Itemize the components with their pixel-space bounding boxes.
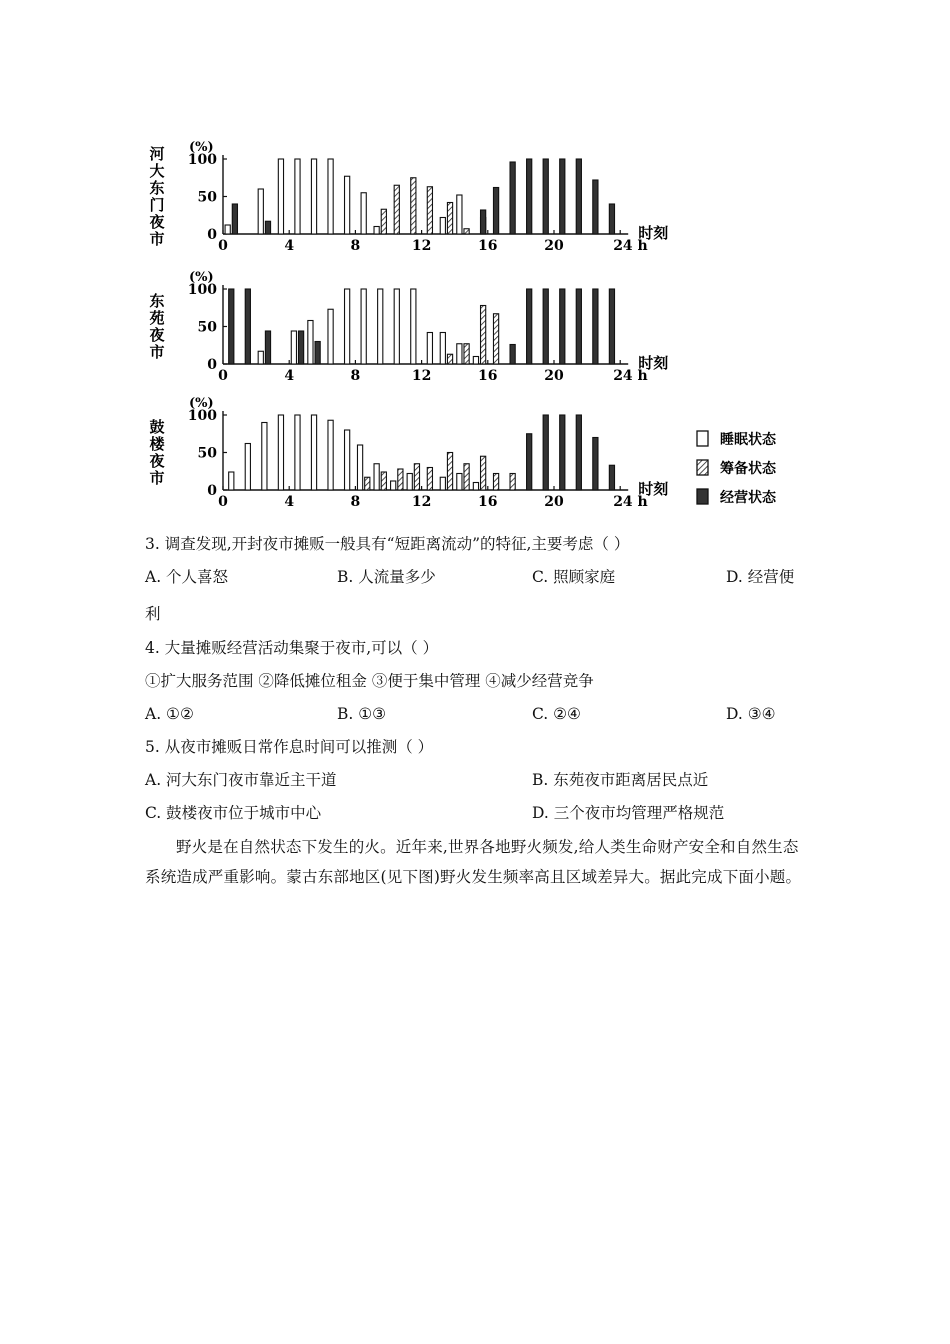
bar-sleep (394, 289, 399, 364)
legend-swatch-operate (697, 489, 708, 504)
bar-sleep (308, 321, 313, 365)
x-tick-label: 20 (544, 494, 564, 508)
chart-panel-1 (149, 140, 668, 254)
bar-operate (543, 415, 548, 490)
x-tick-label: 24 h (613, 494, 648, 508)
y-unit-label: (%) (189, 140, 214, 155)
x-tick-label: 24 h (613, 368, 648, 384)
question-5-option-d[interactable]: D. 三个夜市均管理严格规范 (532, 804, 725, 822)
legend (697, 431, 777, 506)
bar-prepare (447, 203, 452, 235)
bar-sleep (328, 159, 333, 234)
bar-sleep (361, 289, 366, 364)
bar-operate (229, 289, 234, 364)
bar-sleep (295, 415, 300, 490)
y-tick-label: 100 (187, 152, 217, 168)
bar-sleep (258, 189, 263, 234)
legend-label-prepare: 筹备状态 (720, 461, 776, 477)
bar-operate (315, 342, 320, 365)
x-tick-label: 12 (411, 368, 432, 384)
chart-title: 东苑夜市 (149, 292, 165, 361)
bar-sleep (278, 159, 283, 234)
bar-prepare (381, 472, 386, 490)
passage-wildfire: 野火是在自然状态下发生的火。近年来,世界各地野火频发,给人类生命财产安全和自然生态系统造成严重影响。蒙古东部地区(见下图)野火发生频率高且区域差异大。据此完成下面小题。 (145, 838, 802, 886)
x-axis-title: 时刻 (638, 354, 669, 372)
x-tick-label: 16 (478, 238, 498, 254)
bar-sleep (473, 357, 478, 365)
bar-sleep (345, 289, 350, 364)
bar-sleep (245, 444, 250, 491)
x-tick-label: 8 (350, 368, 361, 384)
bar-sleep (328, 309, 333, 364)
bar-prepare (464, 229, 469, 234)
bar-operate (560, 289, 565, 364)
x-tick-label: 20 (544, 368, 564, 384)
y-unit-label: (%) (189, 396, 214, 411)
y-tick-label: 100 (187, 408, 217, 424)
bar-operate (593, 180, 598, 234)
question-3-option-d-wrap: 利 (145, 605, 161, 623)
bar-sleep (345, 430, 350, 490)
bar-operate (510, 162, 515, 234)
x-tick-label: 12 (411, 494, 432, 508)
bar-prepare (427, 187, 432, 234)
question-4-option-d[interactable]: D. ③④ (726, 705, 776, 723)
x-tick-label: 4 (284, 238, 295, 254)
bar-operate (543, 289, 548, 364)
bar-operate (609, 204, 614, 234)
bar-operate (576, 289, 581, 364)
bar-operate (298, 331, 303, 364)
chart-title: 河大东门夜市 (149, 145, 165, 248)
x-tick-label: 4 (284, 494, 295, 508)
bar-operate (560, 159, 565, 234)
chart-panel-3 (149, 396, 668, 508)
legend-swatch-prepare (697, 460, 708, 475)
bar-sleep (457, 195, 462, 234)
bar-operate (265, 331, 270, 364)
bar-sleep (378, 289, 383, 364)
question-3-option-b[interactable]: B. 人流量多少 (337, 568, 436, 586)
x-tick-label: 12 (411, 238, 432, 254)
x-tick-label: 24 h (613, 238, 648, 254)
bar-prepare (398, 469, 403, 490)
bar-operate (265, 221, 270, 234)
bar-prepare (464, 464, 469, 490)
question-4-option-c[interactable]: C. ②④ (532, 705, 581, 723)
x-tick-label: 0 (218, 494, 228, 508)
bar-sleep (374, 227, 379, 235)
y-tick-label: 50 (197, 189, 217, 206)
bar-prepare (464, 344, 469, 364)
bar-operate (576, 415, 581, 490)
bar-prepare (427, 468, 432, 491)
bar-prepare (414, 464, 419, 490)
question-3-option-c[interactable]: C. 照顾家庭 (532, 568, 616, 586)
bar-prepare (394, 185, 399, 234)
y-tick-label: 50 (197, 445, 217, 462)
question-4-stem: 4. 大量摊贩经营活动集聚于夜市,可以（ ） (145, 639, 439, 657)
bar-operate (510, 345, 515, 365)
x-tick-label: 0 (218, 368, 228, 384)
bar-operate (232, 204, 237, 234)
question-5-option-b[interactable]: B. 东苑夜市距离居民点近 (532, 771, 709, 789)
y-tick-label: 100 (187, 282, 217, 298)
x-tick-label: 0 (218, 238, 228, 254)
bar-operate (609, 465, 614, 490)
bar-prepare (493, 314, 498, 364)
bar-sleep (440, 333, 445, 365)
bar-prepare (493, 474, 498, 491)
bar-sleep (391, 481, 396, 490)
bar-sleep (440, 477, 445, 490)
bar-sleep (328, 420, 333, 490)
question-4-option-a[interactable]: A. ①② (145, 705, 194, 723)
x-tick-label: 20 (544, 238, 564, 254)
bar-prepare (510, 474, 515, 491)
bar-operate (245, 289, 250, 364)
bar-sleep (361, 193, 366, 234)
x-axis-title: 时刻 (638, 224, 669, 242)
bar-sleep (457, 344, 462, 364)
bar-sleep (225, 225, 230, 234)
bar-prepare (481, 456, 486, 490)
x-axis-title: 时刻 (638, 480, 669, 498)
bar-operate (560, 415, 565, 490)
chart-title: 鼓楼夜市 (149, 418, 165, 487)
legend-label-sleep: 睡眠状态 (720, 432, 776, 448)
y-tick-label: 0 (207, 227, 217, 243)
bar-operate (481, 210, 486, 234)
bar-prepare (447, 354, 452, 364)
bar-operate (593, 438, 598, 491)
bar-sleep (374, 464, 379, 490)
question-3-option-a[interactable]: A. 个人喜怒 (145, 568, 229, 586)
y-tick-label: 0 (207, 357, 217, 373)
night-market-bar-charts (140, 128, 820, 508)
bar-operate (493, 188, 498, 235)
y-tick-label: 0 (207, 483, 217, 499)
bar-sleep (311, 415, 316, 490)
bar-prepare (411, 178, 416, 234)
bar-operate (527, 434, 532, 490)
bar-sleep (357, 445, 362, 490)
bar-sleep (262, 423, 267, 491)
bar-operate (609, 289, 614, 364)
y-unit-label: (%) (189, 270, 214, 285)
question-4-statements: ①扩大服务范围 ②降低摊位租金 ③便于集中管理 ④减少经营竞争 (145, 672, 594, 690)
legend-swatch-sleep (697, 431, 708, 446)
bar-sleep (278, 415, 283, 490)
y-tick-label: 50 (197, 319, 217, 336)
bar-sleep (295, 159, 300, 234)
bar-sleep (411, 289, 416, 364)
question-5-option-c[interactable]: C. 鼓楼夜市位于城市中心 (145, 804, 322, 822)
bar-prepare (365, 477, 370, 490)
x-tick-label: 8 (350, 238, 361, 254)
bar-sleep (291, 331, 296, 364)
x-tick-label: 8 (350, 494, 361, 508)
x-tick-label: 4 (284, 368, 295, 384)
bar-operate (576, 159, 581, 234)
x-tick-label: 16 (478, 494, 498, 508)
bar-sleep (457, 474, 462, 491)
bar-sleep (258, 351, 263, 364)
bar-sleep (407, 474, 412, 491)
bar-prepare (447, 453, 452, 491)
bar-operate (527, 289, 532, 364)
bar-sleep (345, 176, 350, 234)
bar-operate (527, 159, 532, 234)
question-3-option-d[interactable]: D. 经营便 (726, 568, 795, 586)
question-5-option-a[interactable]: A. 河大东门夜市靠近主干道 (145, 771, 337, 789)
bar-sleep (473, 483, 478, 491)
legend-label-operate: 经营状态 (720, 490, 776, 506)
chart-panel-2 (149, 270, 668, 384)
bar-sleep (229, 472, 234, 490)
bar-sleep (311, 159, 316, 234)
bar-sleep (440, 218, 445, 235)
bar-prepare (481, 306, 486, 365)
x-tick-label: 16 (478, 368, 498, 384)
bar-sleep (427, 333, 432, 365)
bar-operate (593, 289, 598, 364)
question-5-stem: 5. 从夜市摊贩日常作息时间可以推测（ ） (145, 738, 434, 756)
bar-operate (543, 159, 548, 234)
question-3-stem: 3. 调查发现,开封夜市摊贩一般具有“短距离流动”的特征,主要考虑（ ） (145, 535, 630, 553)
question-4-option-b[interactable]: B. ①③ (337, 705, 387, 723)
bar-prepare (381, 209, 386, 234)
